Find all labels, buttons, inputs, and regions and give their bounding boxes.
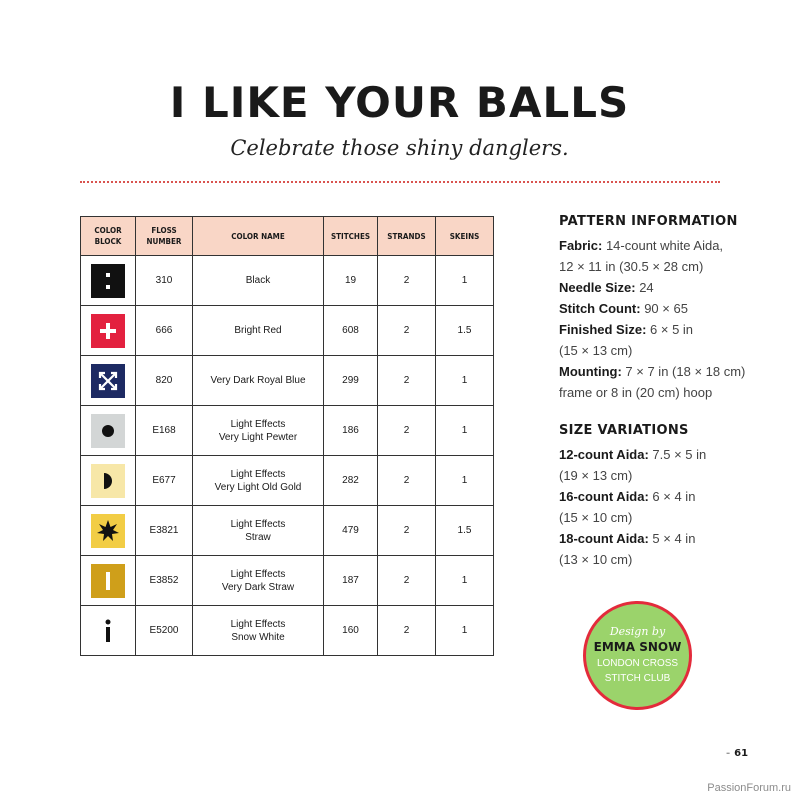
color-name-cell: Black — [193, 256, 324, 306]
finished-size-line: Finished Size: 6 × 5 in — [559, 322, 694, 337]
stitches-cell: 479 — [324, 506, 378, 556]
color-block-cell — [81, 506, 136, 556]
design-by-label: Design by — [609, 625, 666, 638]
table-row — [81, 456, 494, 506]
vertical-bar-icon — [91, 564, 125, 598]
floss-number-cell: E3821 — [136, 506, 193, 556]
page-subtitle: Celebrate those shiny danglers. — [230, 136, 569, 160]
strands-cell: 2 — [378, 256, 436, 306]
designer-name: EMMA SNOW — [593, 640, 682, 654]
color-name-cell: Light Effects Straw — [193, 506, 324, 556]
page-number: - 61 — [726, 748, 749, 759]
pattern-info-panel — [559, 214, 779, 570]
strands-cell: 2 — [378, 306, 436, 356]
color-name-cell: Light Effects Very Light Old Gold — [193, 456, 324, 506]
club-name-line-2: STITCH CLUB — [604, 673, 671, 684]
dot-icon — [91, 414, 125, 448]
column-header: STITCHES — [324, 217, 378, 256]
stitches-cell: 187 — [324, 556, 378, 606]
table-row — [81, 406, 494, 456]
two-dots-icon — [91, 264, 125, 298]
strands-cell: 2 — [378, 406, 436, 456]
color-name-cell: Very Dark Royal Blue — [193, 356, 324, 406]
strands-cell: 2 — [378, 456, 436, 506]
mounting-line-2: frame or 8 in (20 cm) hoop — [559, 385, 713, 400]
skeins-cell: 1.5 — [436, 306, 494, 356]
table-header-row — [81, 217, 494, 256]
floss-number-cell: 820 — [136, 356, 193, 406]
skeins-cell: 1 — [436, 256, 494, 306]
strands-cell: 2 — [378, 556, 436, 606]
floss-number-cell: 666 — [136, 306, 193, 356]
stitches-cell: 186 — [324, 406, 378, 456]
floss-number-cell: E5200 — [136, 606, 193, 656]
column-header: FLOSS NUMBER — [136, 217, 193, 256]
skeins-cell: 1 — [436, 356, 494, 406]
table-row — [81, 506, 494, 556]
color-name-cell: Light Effects Snow White — [193, 606, 324, 656]
floss-number-cell: E3852 — [136, 556, 193, 606]
fabric-line-2: 12 × 11 in (30.5 × 28 cm) — [559, 259, 704, 274]
page-title: I LIKE YOUR BALLS — [169, 78, 630, 127]
color-name-cell: Light Effects Very Light Pewter — [193, 406, 324, 456]
designer-badge — [583, 601, 692, 710]
finished-size-line-2: (15 × 13 cm) — [559, 343, 633, 358]
star-burst-icon — [91, 514, 125, 548]
color-block-cell — [81, 356, 136, 406]
size-variations-heading: SIZE VARIATIONS — [559, 423, 689, 438]
table-row — [81, 356, 494, 406]
color-block-cell — [81, 456, 136, 506]
color-block-cell — [81, 406, 136, 456]
fabric-line: Fabric: 14-count white Aida, — [559, 238, 724, 253]
color-block-cell — [81, 256, 136, 306]
size-variation-line: 18-count Aida: 5 × 4 in — [559, 531, 696, 546]
table-row — [81, 556, 494, 606]
color-block-cell — [81, 606, 136, 656]
half-circle-icon — [91, 464, 125, 498]
floss-number-cell: 310 — [136, 256, 193, 306]
column-header: STRANDS — [378, 217, 436, 256]
watermark: PassionForum.ru — [707, 782, 791, 794]
club-name-line-1: LONDON CROSS — [596, 658, 679, 669]
table-row — [81, 256, 494, 306]
color-block-cell — [81, 556, 136, 606]
stitch-count-line: Stitch Count: 90 × 65 — [559, 301, 688, 316]
floss-number-cell: E168 — [136, 406, 193, 456]
stitches-cell: 608 — [324, 306, 378, 356]
size-variation-line: 16-count Aida: 6 × 4 in — [559, 489, 696, 504]
x-arrows-icon — [91, 364, 125, 398]
skeins-cell: 1 — [436, 556, 494, 606]
dotted-divider — [80, 181, 720, 183]
table-row — [81, 306, 494, 356]
table-row — [81, 606, 494, 656]
skeins-cell: 1 — [436, 456, 494, 506]
size-variation-line-2: (15 × 10 cm) — [559, 510, 633, 525]
stitches-cell: 299 — [324, 356, 378, 406]
size-variation-line: 12-count Aida: 7.5 × 5 in — [559, 447, 707, 462]
size-variation-line-2: (19 × 13 cm) — [559, 468, 633, 483]
skeins-cell: 1.5 — [436, 506, 494, 556]
strands-cell: 2 — [378, 606, 436, 656]
thread-chart-table — [80, 216, 494, 656]
column-header: SKEINS — [436, 217, 494, 256]
floss-number-cell: E677 — [136, 456, 193, 506]
stitches-cell: 282 — [324, 456, 378, 506]
strands-cell: 2 — [378, 506, 436, 556]
stitches-cell: 19 — [324, 256, 378, 306]
column-header: COLOR NAME — [193, 217, 324, 256]
plus-icon — [91, 314, 125, 348]
stitches-cell: 160 — [324, 606, 378, 656]
needle-size-line: Needle Size: 24 — [559, 280, 654, 295]
i-letter-icon — [91, 614, 125, 648]
size-variation-line-2: (13 × 10 cm) — [559, 552, 633, 567]
column-header: COLOR BLOCK — [81, 217, 136, 256]
strands-cell: 2 — [378, 356, 436, 406]
skeins-cell: 1 — [436, 606, 494, 656]
color-name-cell: Bright Red — [193, 306, 324, 356]
color-name-cell: Light Effects Very Dark Straw — [193, 556, 324, 606]
pattern-info-heading: PATTERN INFORMATION — [559, 214, 738, 229]
skeins-cell: 1 — [436, 406, 494, 456]
color-block-cell — [81, 306, 136, 356]
mounting-line: Mounting: 7 × 7 in (18 × 18 cm) — [559, 364, 746, 379]
